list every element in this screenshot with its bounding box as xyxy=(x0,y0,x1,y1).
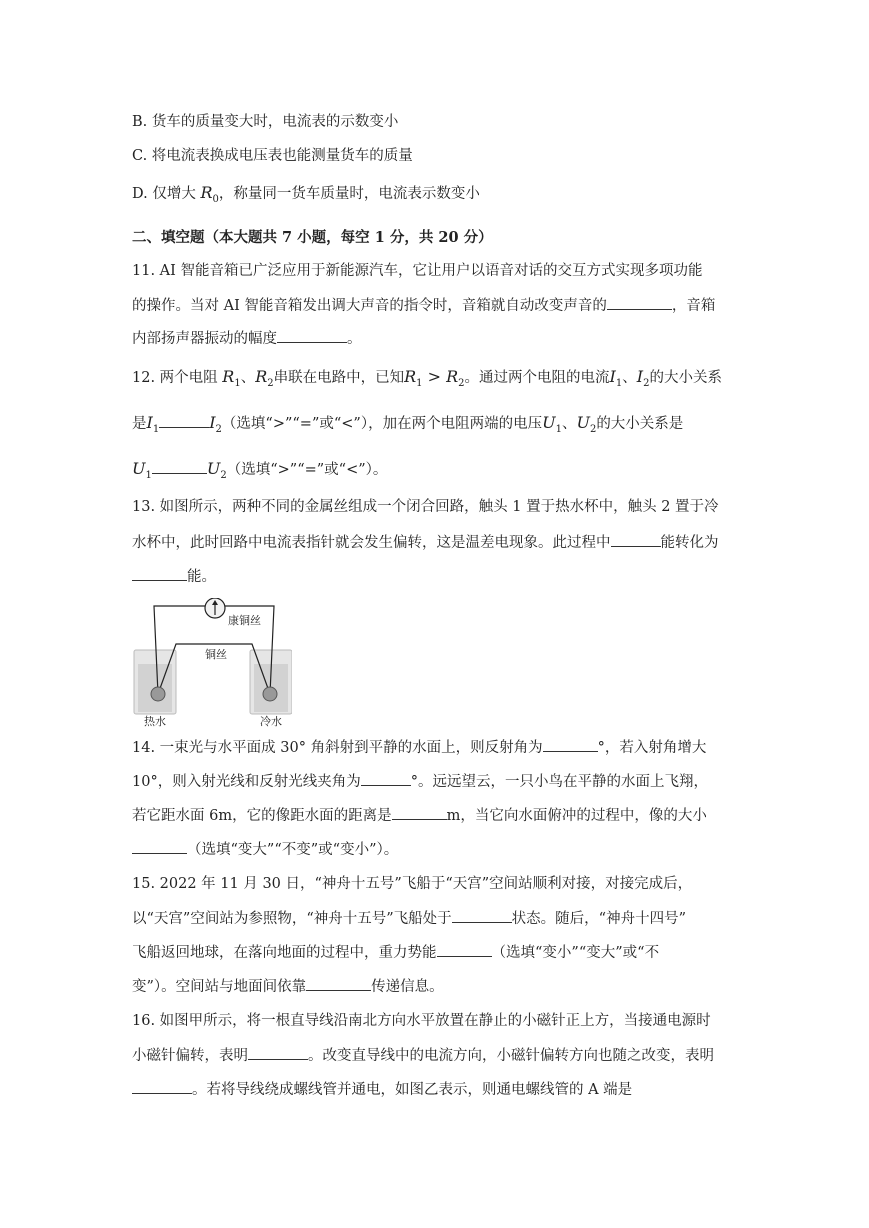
q16-line1: 16. 如图甲所示，将一根直导线沿南北方向水平放置在静止的小磁针正上方，当接通电源时 xyxy=(132,1013,711,1029)
label-cold: 冷水 xyxy=(260,715,282,728)
q13-line2: 水杯中，此时回路中电流表指针就会发生偏转，这是温差电现象。此过程中 能转化为 xyxy=(132,532,719,553)
answer-blank[interactable] xyxy=(392,805,447,820)
label-constantan: 康铜丝 xyxy=(228,614,261,627)
q12-line2: 是$I_1$ $I_2$（选填“>”“=”或“<”），加在两个电阻两端的电压$U_1$、$U_2$的大小关系是 xyxy=(132,413,684,436)
answer-blank[interactable] xyxy=(152,459,207,474)
answer-blank[interactable] xyxy=(132,566,187,581)
q14-line4: （选填“变大”“不变”或“变小”）。 xyxy=(132,839,398,860)
q11-line3: 内部扬声器振动的幅度 。 xyxy=(132,328,362,349)
q14-line1: 14. 一束光与水平面成 30° 角斜射到平静的水面上，则反射角为 °，若入射角增大 xyxy=(132,737,706,758)
q15-line1: 15. 2022 年 11 月 30 日，“神舟十五号”飞船于“天宫”空间站顺利对接，对接完成后， xyxy=(132,876,693,892)
answer-blank[interactable] xyxy=(159,413,209,428)
q15-line2: 以“天宫”空间站为参照物，“神舟十五号”飞船处于 状态。随后，“神舟十四号” xyxy=(132,908,686,929)
q15-line4: 变”）。空间站与地面间依靠 传递信息。 xyxy=(132,976,444,997)
answer-blank[interactable] xyxy=(132,839,187,854)
q14-line2: 10°，则入射光线和反射光线夹角为 °。远远望云，一只小鸟在平静的水面上飞翔， xyxy=(132,771,708,792)
answer-blank[interactable] xyxy=(132,1079,192,1094)
answer-blank[interactable] xyxy=(248,1045,308,1060)
q15-line3: 飞船返回地球，在落向地面的过程中，重力势能 （选填“变小”“变大”或“不 xyxy=(132,942,659,963)
q11-line1: 11. AI 智能音箱已广泛应用于新能源汽车，它让用户以语音对话的交互方式实现多项功能 xyxy=(132,263,703,279)
option-b: B. 货车的质量变大时，电流表的示数变小 xyxy=(132,114,399,130)
junction-1 xyxy=(151,687,165,701)
answer-blank[interactable] xyxy=(452,908,512,923)
option-d: D. 仅增大 $R_0$，称量同一货车质量时，电流表示数变小 xyxy=(132,183,480,206)
answer-blank[interactable] xyxy=(611,532,661,547)
q13-line3: 能。 xyxy=(132,566,216,587)
option-c: C. 将电流表换成电压表也能测量货车的质量 xyxy=(132,148,413,164)
label-hot: 热水 xyxy=(144,715,166,728)
answer-blank[interactable] xyxy=(306,976,371,991)
answer-blank[interactable] xyxy=(361,771,411,786)
q13-line1: 13. 如图所示，两种不同的金属丝组成一个闭合回路，触头 1 置于热水杯中，触头 2 置于冷 xyxy=(132,499,719,515)
answer-blank[interactable] xyxy=(543,737,598,752)
label-copper: 铜丝 xyxy=(205,648,227,661)
q16-line2: 小磁针偏转，表明 。改变直导线中的电流方向，小磁针偏转方向也随之改变，表明 xyxy=(132,1045,714,1066)
q12-line3: $U_1$ $U_2$（选填“>”“=”或“<”）。 xyxy=(132,459,388,482)
thermocouple-figure xyxy=(132,598,292,728)
q14-line3: 若它距水面 6m，它的像距水面的距离是 m，当它向水面俯冲的过程中，像的大小 xyxy=(132,805,707,826)
q16-line3: 。若将导线绕成螺线管并通电，如图乙表示，则通电螺线管的 A 端是 xyxy=(132,1079,632,1100)
math-r0: $R_0$ xyxy=(200,183,219,206)
answer-blank[interactable] xyxy=(607,295,672,310)
answer-blank[interactable] xyxy=(277,328,347,343)
q11-line2: 的操作。当对 AI 智能音箱发出调大声音的指令时，音箱就自动改变声音的 ，音箱 xyxy=(132,295,715,316)
q12-line1: 12. 两个电阻 $R_1$、$R_2$串联在电路中，已知$R_1 > R_2$。通过两个电阻的电流$I_1$、$I_2$的大小关系 xyxy=(132,367,722,390)
answer-blank[interactable] xyxy=(437,942,492,957)
junction-2 xyxy=(263,687,277,701)
section-heading: 二、填空题（本大题共 7 小题，每空 1 分，共 20 分） xyxy=(132,229,493,246)
